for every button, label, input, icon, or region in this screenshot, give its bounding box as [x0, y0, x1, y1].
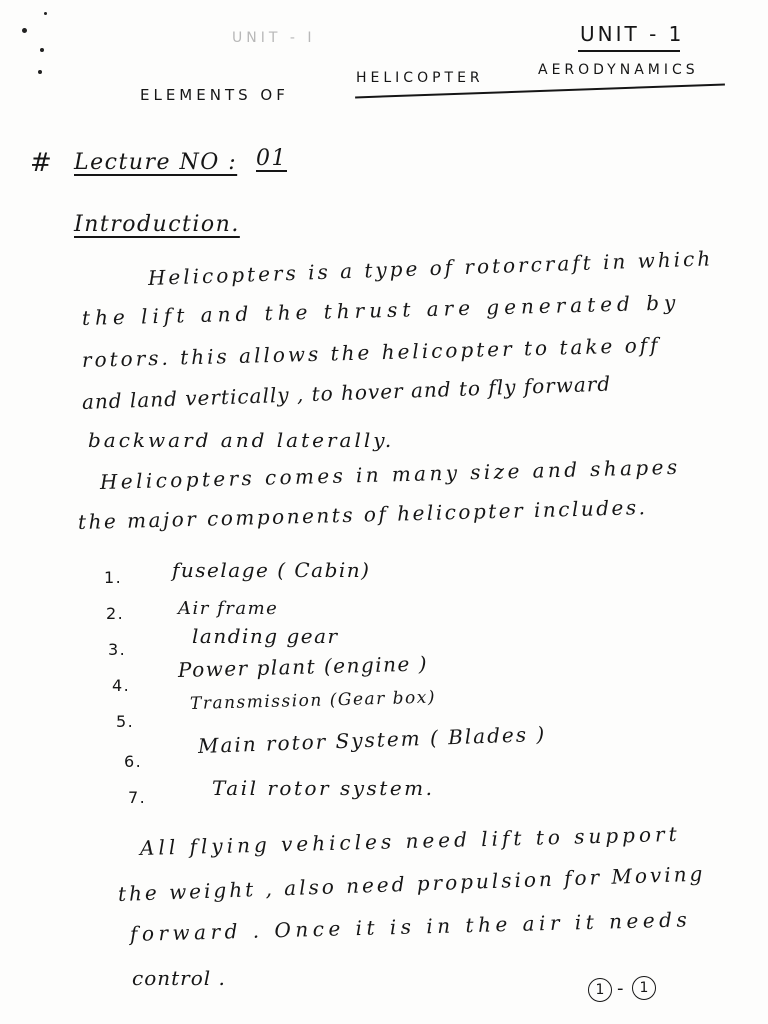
paragraph-3-line-1: All flying vehicles need lift to support — [139, 821, 681, 860]
unit-underline — [578, 50, 680, 52]
section-title: Introduction. — [74, 212, 240, 237]
paragraph-3-line-4: control . — [132, 966, 226, 990]
list-item-number: 7. — [128, 788, 147, 807]
list-item-number: 1. — [104, 568, 123, 587]
title-part-2: HELICOPTER — [356, 70, 484, 86]
paragraph-2-line-1: Helicopters comes in many size and shapes — [99, 454, 681, 494]
paragraph-1-line-5: backward and laterally. — [88, 428, 395, 452]
page-number-right: 1 — [632, 976, 656, 1000]
lecture-hash: # — [30, 148, 54, 178]
list-item-number: 5. — [116, 712, 135, 731]
page-number-left: 1 — [588, 978, 612, 1002]
paragraph-1-line-4: and land vertically , to hover and to fly forward — [81, 371, 612, 414]
list-item-text: Air frame — [178, 598, 279, 619]
lecture-number: 01 — [256, 146, 287, 171]
list-item-text: Tail rotor system. — [212, 776, 435, 800]
list-item-text: Power plant (engine ) — [177, 651, 429, 682]
list-item-text: fuselage ( Cabin) — [172, 558, 371, 582]
list-item-number: 6. — [124, 752, 143, 771]
list-item-text: Transmission (Gear box) — [189, 687, 437, 714]
list-item-number: 2. — [106, 604, 125, 623]
lecture-label: Lecture NO : — [74, 150, 238, 175]
ink-speck — [40, 48, 44, 52]
page-number-separator: - — [617, 978, 624, 999]
ink-speck — [44, 12, 47, 15]
list-item-text: Main rotor System ( Blades ) — [197, 721, 547, 758]
title-part-3: AERODYNAMICS — [538, 62, 699, 78]
ink-speck — [22, 28, 27, 33]
list-item-number: 4. — [112, 676, 131, 695]
unit-heading-faint: UNIT - I — [232, 30, 316, 46]
list-item-text: landing gear — [192, 624, 339, 648]
paragraph-2-line-2: the major components of helicopter includes. — [77, 495, 648, 534]
unit-heading: UNIT - 1 — [580, 22, 685, 46]
ink-speck — [38, 70, 42, 74]
paragraph-3-line-2: the weight , also need propulsion for Moving — [117, 861, 706, 906]
paragraph-3-line-3: forward . Once it is in the air it needs — [129, 907, 692, 946]
title-part-1: ELEMENTS OF — [140, 86, 289, 104]
list-item-number: 3. — [108, 640, 127, 659]
paragraph-1-line-2: the lift and the thrust are generated by — [81, 290, 681, 330]
paragraph-1-line-1: Helicopters is a type of rotorcraft in which — [147, 246, 714, 290]
paragraph-1-line-3: rotors. this allows the helicopter to take off — [81, 332, 661, 372]
